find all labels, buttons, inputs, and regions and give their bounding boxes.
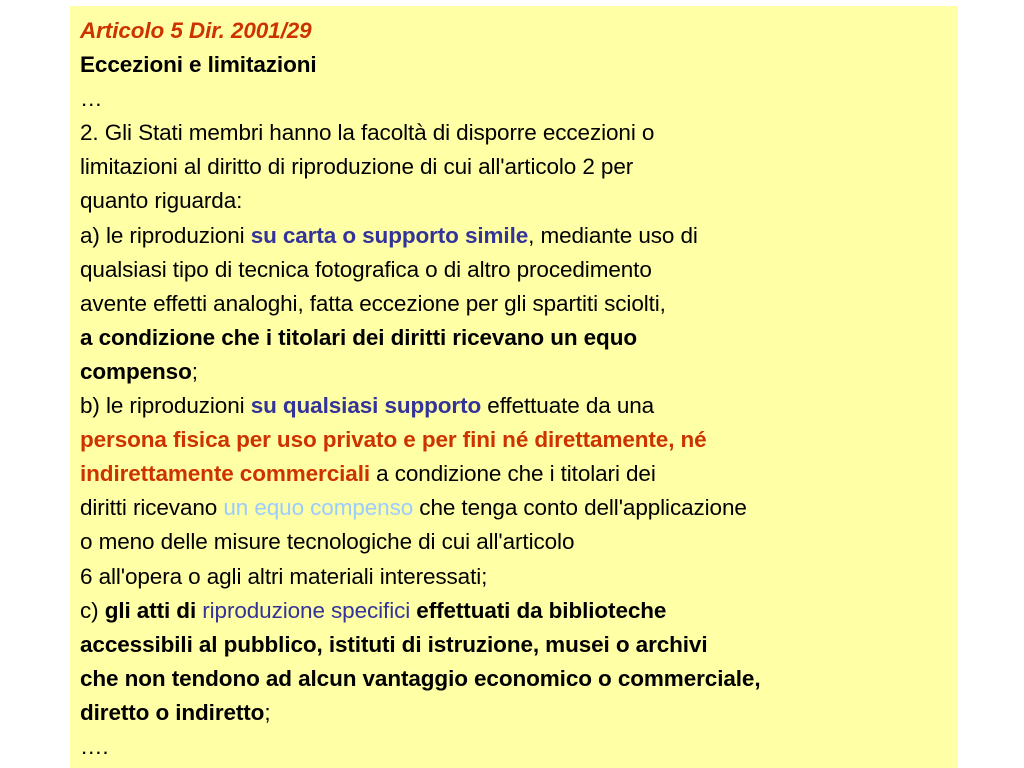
clause-b-line-4 — [80, 491, 958, 525]
p2-line-2: limitazioni al diritto di riproduzione di cui all'articolo 2 per — [80, 154, 634, 180]
clause-c-semicolon: ; — [264, 699, 271, 725]
clause-a-prefix: a) le riproduzioni — [80, 222, 251, 248]
clause-c-line-2: accessibili al pubblico, istituti di istruzione, musei o archivi — [80, 631, 708, 657]
article-title: Articolo 5 Dir. 2001/29 — [80, 18, 312, 43]
clause-b-line-5: o meno delle misure tecnologiche di cui all'articolo — [80, 529, 575, 555]
ellipsis-top: … — [80, 86, 103, 112]
clause-b-line-6: 6 all'opera o agli altri materiali interessati; — [80, 563, 488, 589]
clause-a-highlight: su carta o supporto simile — [250, 222, 529, 248]
clause-b-highlight: su qualsiasi supporto — [250, 393, 482, 419]
clause-b-line-3 — [80, 457, 958, 491]
clause-a-line-1 — [80, 219, 958, 253]
clause-b-prefix: b) le riproduzioni — [80, 393, 251, 419]
clause-c-bold-2: effettuati da biblioteche — [410, 597, 667, 623]
clause-a-line-4: a condizione che i titolari dei diritti ricevano un equo — [80, 324, 637, 350]
clause-c-diretto: diretto o indiretto — [80, 699, 265, 725]
paragraph-2 — [80, 116, 958, 218]
clause-a-suffix: , mediante uso di — [528, 222, 698, 248]
clause-b-line-4-prefix: diritti ricevano — [80, 495, 224, 521]
clause-c-prefix: c) — [80, 597, 105, 623]
p2-line-3: quanto riguarda: — [80, 188, 243, 214]
clause-b-line-2: persona fisica per uso privato e per fini né direttamente, né — [80, 427, 707, 453]
clause-b-suffix: effettuate da una — [481, 393, 655, 419]
clause-b-line-1 — [80, 389, 958, 423]
slide-text-box — [70, 6, 958, 768]
ellipsis-bottom: …. — [80, 733, 109, 759]
clause-b-line-3-suffix: a condizione che i titolari dei — [370, 461, 656, 487]
clause-c-line-1 — [80, 594, 958, 628]
clause-b-line-4-suffix: che tenga conto dell'applicazione — [413, 495, 747, 521]
clause-b-red-highlight: indirettamente commerciali — [80, 461, 370, 487]
clause-b-equo-compenso: un equo compenso — [223, 495, 414, 521]
clause-c-line-4 — [80, 696, 958, 730]
p2-line-1: 2. Gli Stati membri hanno la facoltà di disporre eccezioni o — [80, 120, 655, 146]
clause-c-bold-1: gli atti di — [104, 597, 203, 623]
clause-c-highlight: riproduzione specifici — [202, 597, 411, 623]
article-subtitle: Eccezioni e limitazioni — [80, 52, 317, 78]
clause-b — [80, 389, 958, 594]
clause-c — [80, 594, 958, 730]
clause-c-line-3: che non tendono ad alcun vantaggio economico o commerciale, — [80, 665, 761, 691]
clause-a-line-3: avente effetti analoghi, fatta eccezione per gli spartiti sciolti, — [80, 290, 666, 316]
clause-a-compenso: compenso — [80, 358, 192, 384]
clause-a-semicolon: ; — [191, 358, 198, 384]
clause-a-line-5 — [80, 355, 958, 389]
clause-a — [80, 219, 958, 389]
clause-a-line-2: qualsiasi tipo di tecnica fotografica o di altro procedimento — [80, 256, 652, 282]
